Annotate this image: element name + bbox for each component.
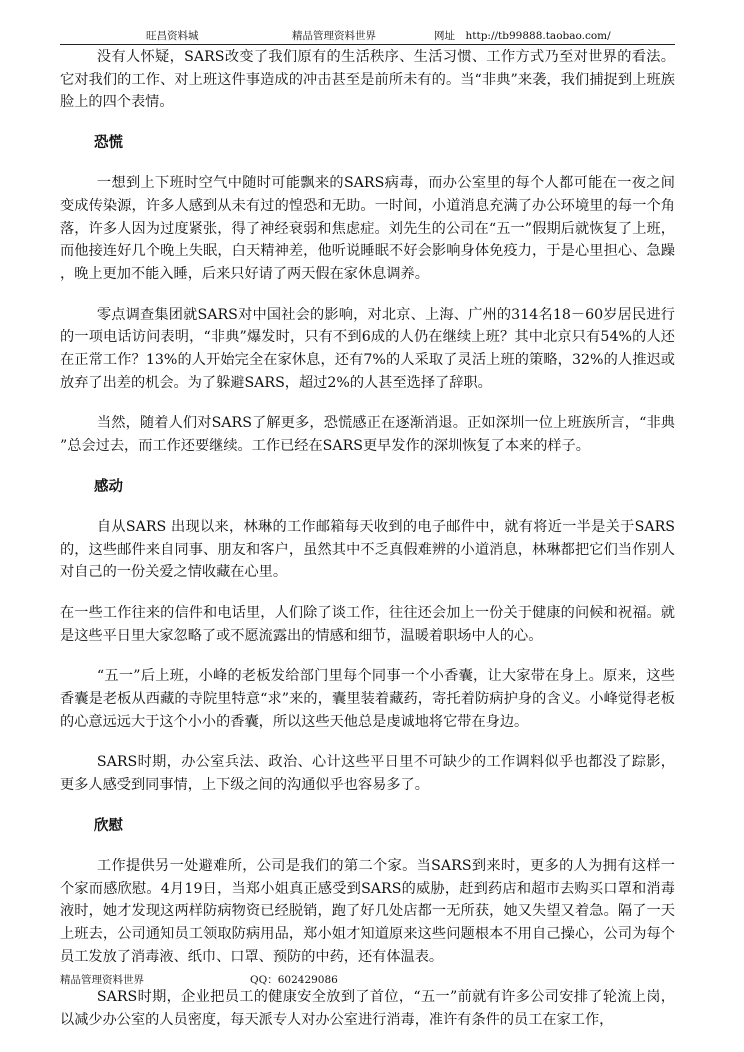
moved-paragraph-1: 自从SARS 出现以来，林琳的工作邮箱每天收到的电子邮件中，就有将近一半是关于SARS的，这些邮件来自同事、朋友和客户，虽然其中不乏真假难辨的小道消息，林琳都把它们当作别人对自己的一份关爱之情收藏在心里。	[60, 518, 675, 581]
relief-paragraph-1: 工作提供另一处避难所，公司是我们的第二个家。当SARS到来时，更多的人为拥有这样一个家而感欣慰。4月19日，当郑小姐真正感受到SARS的威胁，赶到药店和超市去购买口罩和消毒液时，她才发现这两样防病物资已经脱销，跑了好几处店都一无所获，她又失望又着急。隔了一天上班去，公司通知员工领取防病用品，郑小姐才知道原来这些问题根本不用自己操心，公司为每个员工发放了消毒液、纸巾、口罩、预防的中药，还有体温表。	[60, 857, 675, 965]
page-footer	[60, 973, 675, 987]
section-heading-moved: 感动	[94, 478, 123, 495]
moved-paragraph-4: SARS时期，办公室兵法、政治、心计这些平日里不可缺少的工作调料似乎也都没了踪影，更多人感受到同事情，上下级之间的沟通似乎也容易多了。	[60, 754, 675, 794]
header-divider	[60, 44, 675, 45]
footer-site-name: 精品管理资料世界	[60, 974, 144, 986]
relief-paragraph-2: SARS时期，企业把员工的健康安全放到了首位，“五一”前就有许多公司安排了轮流上岗，以减少办公室的人员密度，每天派专人对办公室进行消毒，准许有条件的员工在家工作，	[60, 989, 675, 1029]
panic-paragraph-1: 一想到上下班时空气中随时可能飘来的SARS病毒，而办公室里的每个人都可能在一夜之间变成传染源，许多人感到从未有过的惶恐和无助。一时间，小道消息充满了办公环境里的每一个角落，许多人因为过度紧张，得了神经衰弱和焦虑症。刘先生的公司在“五一”假期后就恢复了上班，而他接连好几个晚上失眠，白天精神差，他听说睡眠不好会影响身体免疫力，于是心里担心、急躁，晚上更加不能入睡，后来只好请了两天假在家休息调养。	[60, 175, 675, 282]
section-heading-panic: 恐慌	[94, 135, 123, 152]
document-body	[60, 46, 675, 1032]
header-shop-name: 旺昌资料城	[146, 30, 199, 42]
moved-paragraph-3: “五一”后上班，小峰的老板发给部门里每个同事一个小香囊，让大家带在身上。原来，这些香囊是老板从西藏的寺院里特意“求”来的，囊里装着藏药，寄托着防病护身的含义。小峰觉得老板的心意远远大于这个小小的香囊，所以这些天他总是虔诚地将它带在身边。	[60, 668, 675, 730]
panic-paragraph-3: 当然，随着人们对SARS了解更多，恐慌感正在逐渐消退。正如深圳一位上班族所言，“非典”总会过去，而工作还要继续。工作已经在SARS更早发作的深圳恢复了本来的样子。	[60, 415, 675, 455]
panic-paragraph-2: 零点调查集团就SARS对中国社会的影响，对北京、上海、广州的314名18－60岁居民进行的一项电话访问表明，“非典”爆发时，只有不到6成的人仍在继续上班？其中北京只有54%的人还在正常工作？13%的人开始完全在家休息，还有7%的人采取了灵活上班的策略，32%的人推迟或放弃了出差的机会。为了躲避SARS，超过2%的人甚至选择了辞职。	[60, 306, 675, 391]
page-header	[90, 29, 675, 43]
header-site-name: 精品管理资料世界	[292, 30, 376, 42]
section-heading-relief: 欣慰	[94, 817, 123, 834]
footer-qq: QQ：602429086	[250, 974, 338, 986]
intro-paragraph: 没有人怀疑，SARS改变了我们原有的生活秩序、生活习惯、工作方式乃至对世界的看法。它对我们的工作、对上班这件事造成的冲击甚至是前所未有的。当“非典”来袭，我们捕捉到上班族脸上的四个表情。	[60, 49, 675, 111]
moved-paragraph-2: 在一些工作往来的信件和电话里，人们除了谈工作，往往还会加上一份关于健康的问候和祝福。就是这些平日里大家忽略了或不愿流露出的情感和细节，温暖着职场中人的心。	[60, 604, 675, 644]
header-url[interactable]: 网址 http://tb99888.taobao.com/	[434, 30, 611, 42]
